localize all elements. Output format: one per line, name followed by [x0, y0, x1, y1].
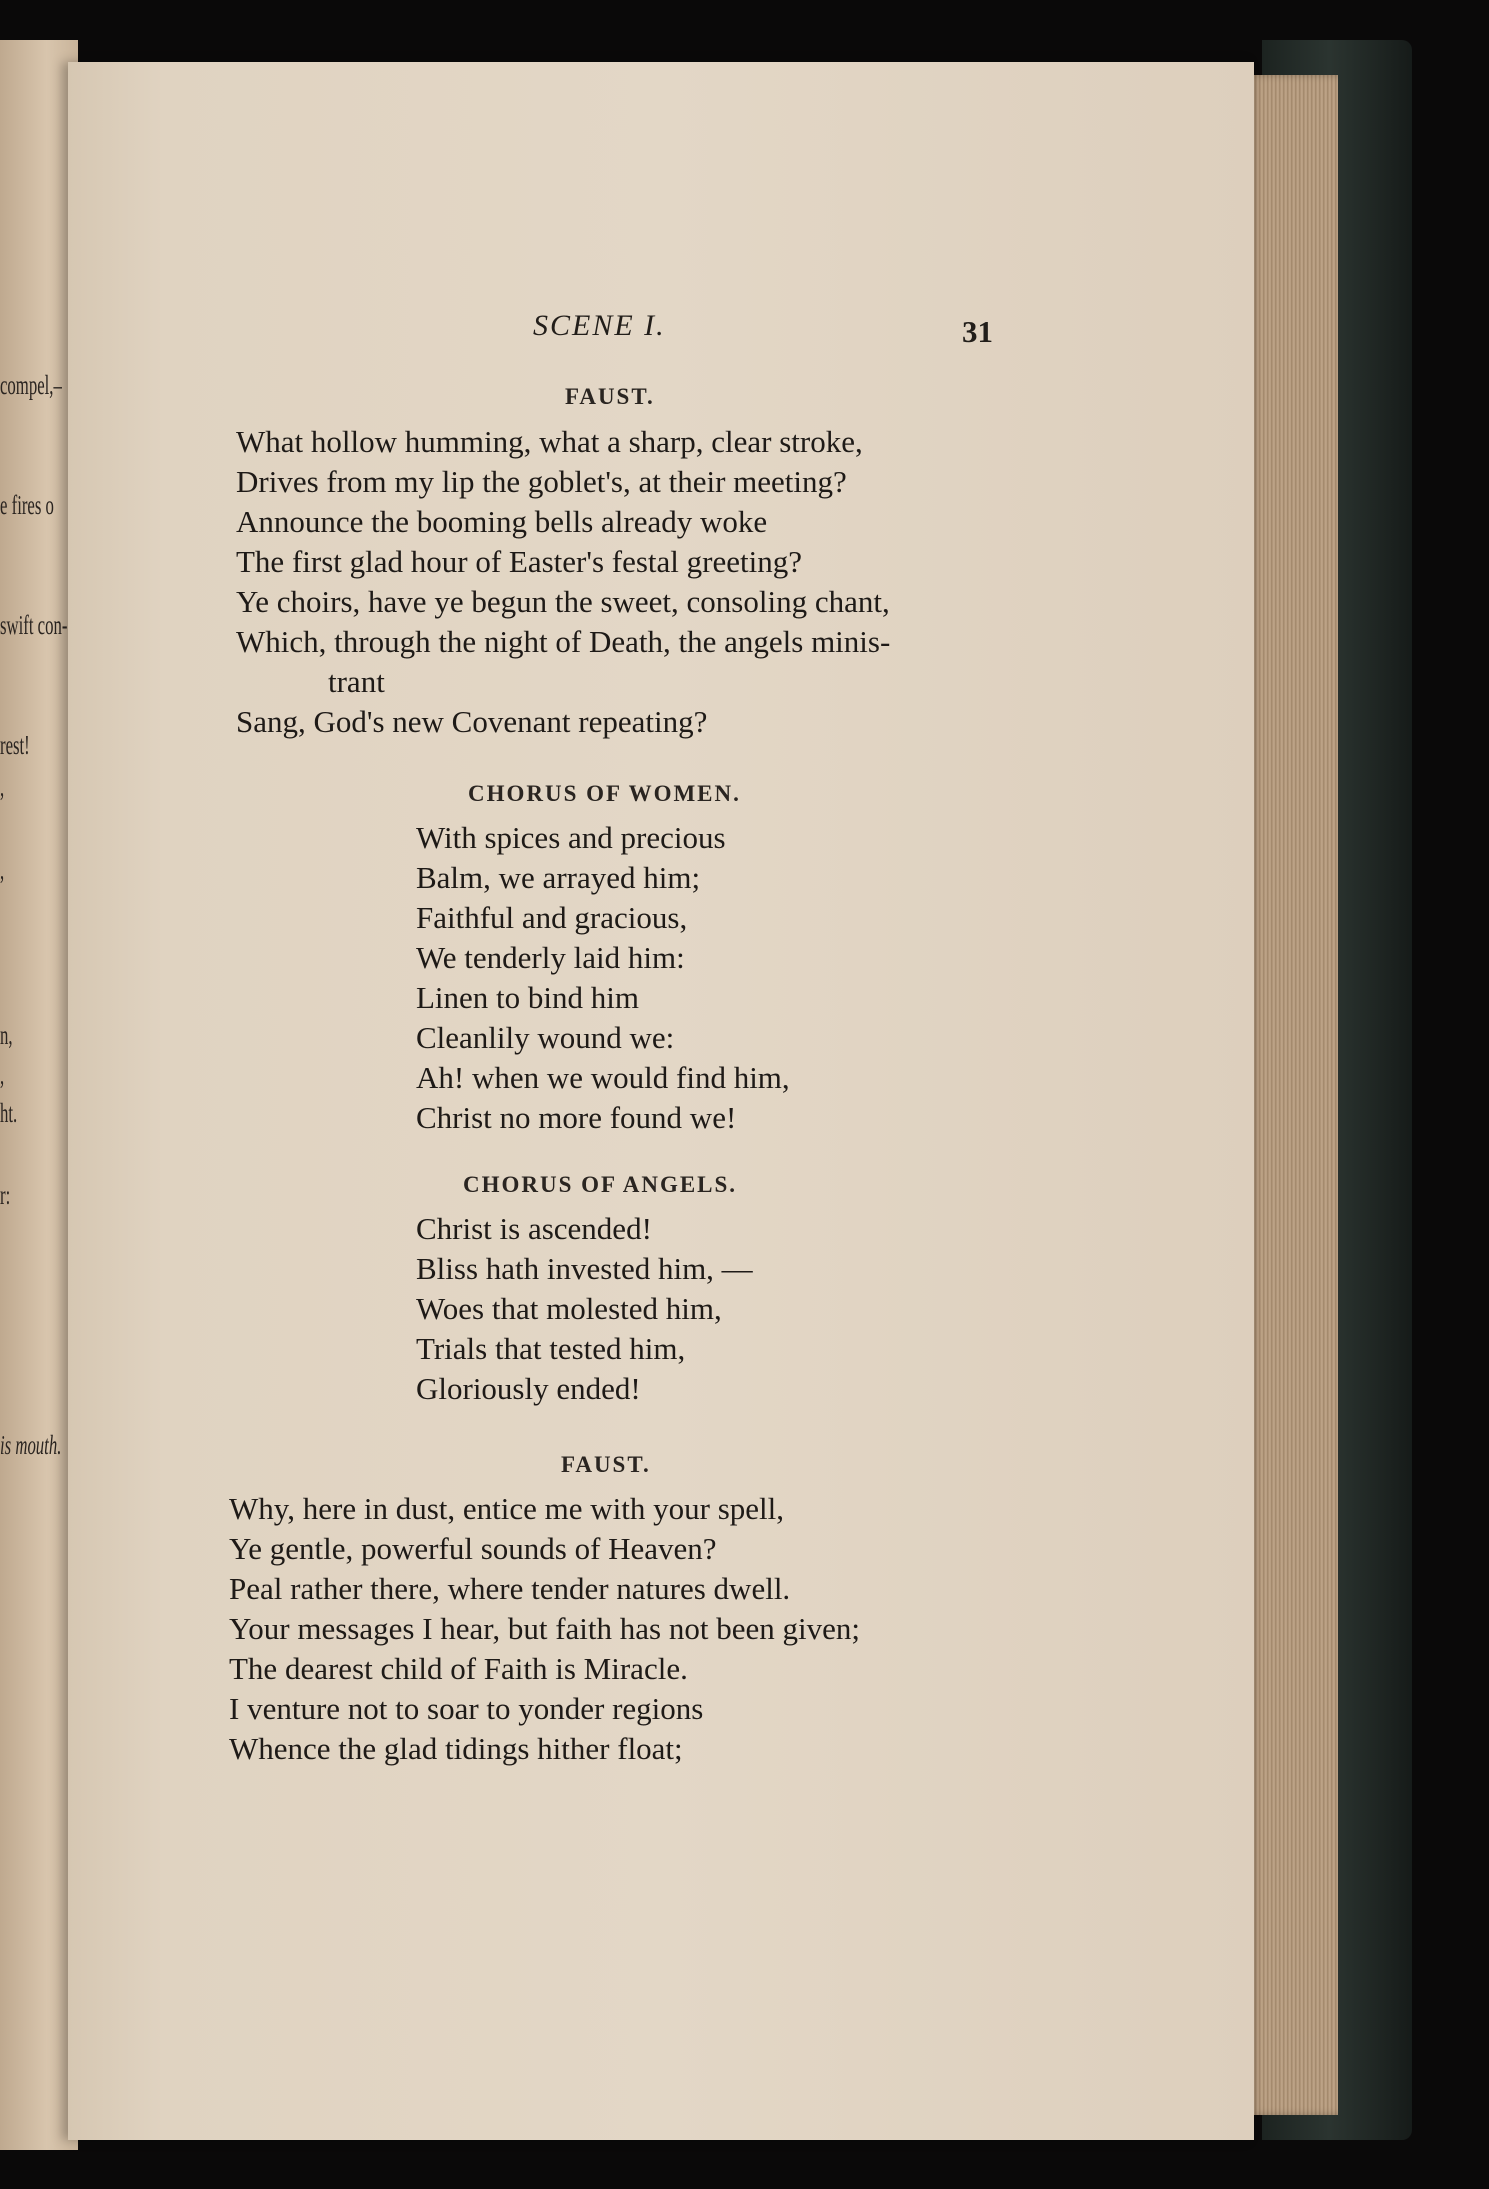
left-fragment: , — [0, 1060, 5, 1090]
verse-line: Ye gentle, powerful sounds of Heaven? — [229, 1531, 717, 1566]
running-head: SCENE I. — [533, 309, 666, 342]
verse-line: Faithful and gracious, — [416, 900, 688, 935]
verse-line: Balm, we arrayed him; — [416, 860, 701, 895]
left-fragment: ht. — [0, 1098, 18, 1128]
page-edges — [1248, 75, 1338, 2115]
speaker-heading: FAUST. — [565, 384, 655, 409]
verse-line: What hollow humming, what a sharp, clear stroke, — [236, 424, 863, 459]
verse-line: We tenderly laid him: — [416, 940, 685, 975]
verse-line: Trials that tested him, — [416, 1331, 686, 1366]
verse-line: The dearest child of Faith is Miracle. — [229, 1651, 688, 1686]
verse-line: Christ is ascended! — [416, 1211, 652, 1246]
verse-line: The first glad hour of Easter's festal greeting? — [236, 544, 802, 579]
verse-line: Which, through the night of Death, the angels minis- — [236, 624, 891, 659]
left-fragment: n, — [0, 1020, 13, 1050]
verse-line: Ah! when we would find him, — [416, 1060, 790, 1095]
verse-line: Gloriously ended! — [416, 1371, 641, 1406]
verse-line: Cleanlily wound we: — [416, 1020, 675, 1055]
left-fragment: rest! — [0, 730, 30, 760]
verse-line: Drives from my lip the goblet's, at their meeting? — [236, 464, 847, 499]
verse-line: Peal rather there, where tender natures dwell. — [229, 1571, 791, 1606]
verse-line: Woes that molested him, — [416, 1291, 722, 1326]
left-fragment: swift con- — [0, 610, 68, 640]
left-fragment: , — [0, 855, 5, 885]
verse-line: Whence the glad tidings hither float; — [229, 1731, 683, 1766]
left-fragment: r: — [0, 1180, 11, 1210]
left-fragment: , — [0, 772, 5, 802]
verse-line: Linen to bind him — [416, 980, 640, 1015]
verse-block — [416, 1209, 753, 1409]
left-fragment: compel,– — [0, 370, 62, 400]
speaker-heading: FAUST. — [561, 1452, 651, 1477]
verse-line: Sang, God's new Covenant repeating? — [236, 704, 708, 739]
verse-block — [416, 818, 790, 1138]
verse-line: Announce the booming bells already woke — [236, 504, 768, 539]
verse-line: Christ no more found we! — [416, 1100, 737, 1135]
verse-block — [229, 1489, 860, 1769]
page-number: 31 — [962, 314, 993, 349]
speaker-heading: CHORUS OF ANGELS. — [463, 1172, 738, 1197]
verse-line: Your messages I hear, but faith has not been given; — [229, 1611, 860, 1646]
verse-line: Why, here in dust, entice me with your spell, — [229, 1491, 784, 1526]
verse-line: Bliss hath invested him, — — [416, 1251, 753, 1286]
left-page-edge — [0, 40, 78, 2150]
speaker-heading: CHORUS OF WOMEN. — [468, 781, 741, 806]
verse-block — [236, 422, 890, 742]
verse-line: I venture not to soar to yonder regions — [229, 1691, 704, 1726]
left-fragment: is mouth. — [0, 1430, 62, 1460]
left-fragment: e fires o — [0, 490, 54, 520]
verse-line: Ye choirs, have ye begun the sweet, consoling chant, — [236, 584, 890, 619]
verse-line: trant — [328, 664, 385, 699]
verse-line: With spices and precious — [416, 820, 726, 855]
